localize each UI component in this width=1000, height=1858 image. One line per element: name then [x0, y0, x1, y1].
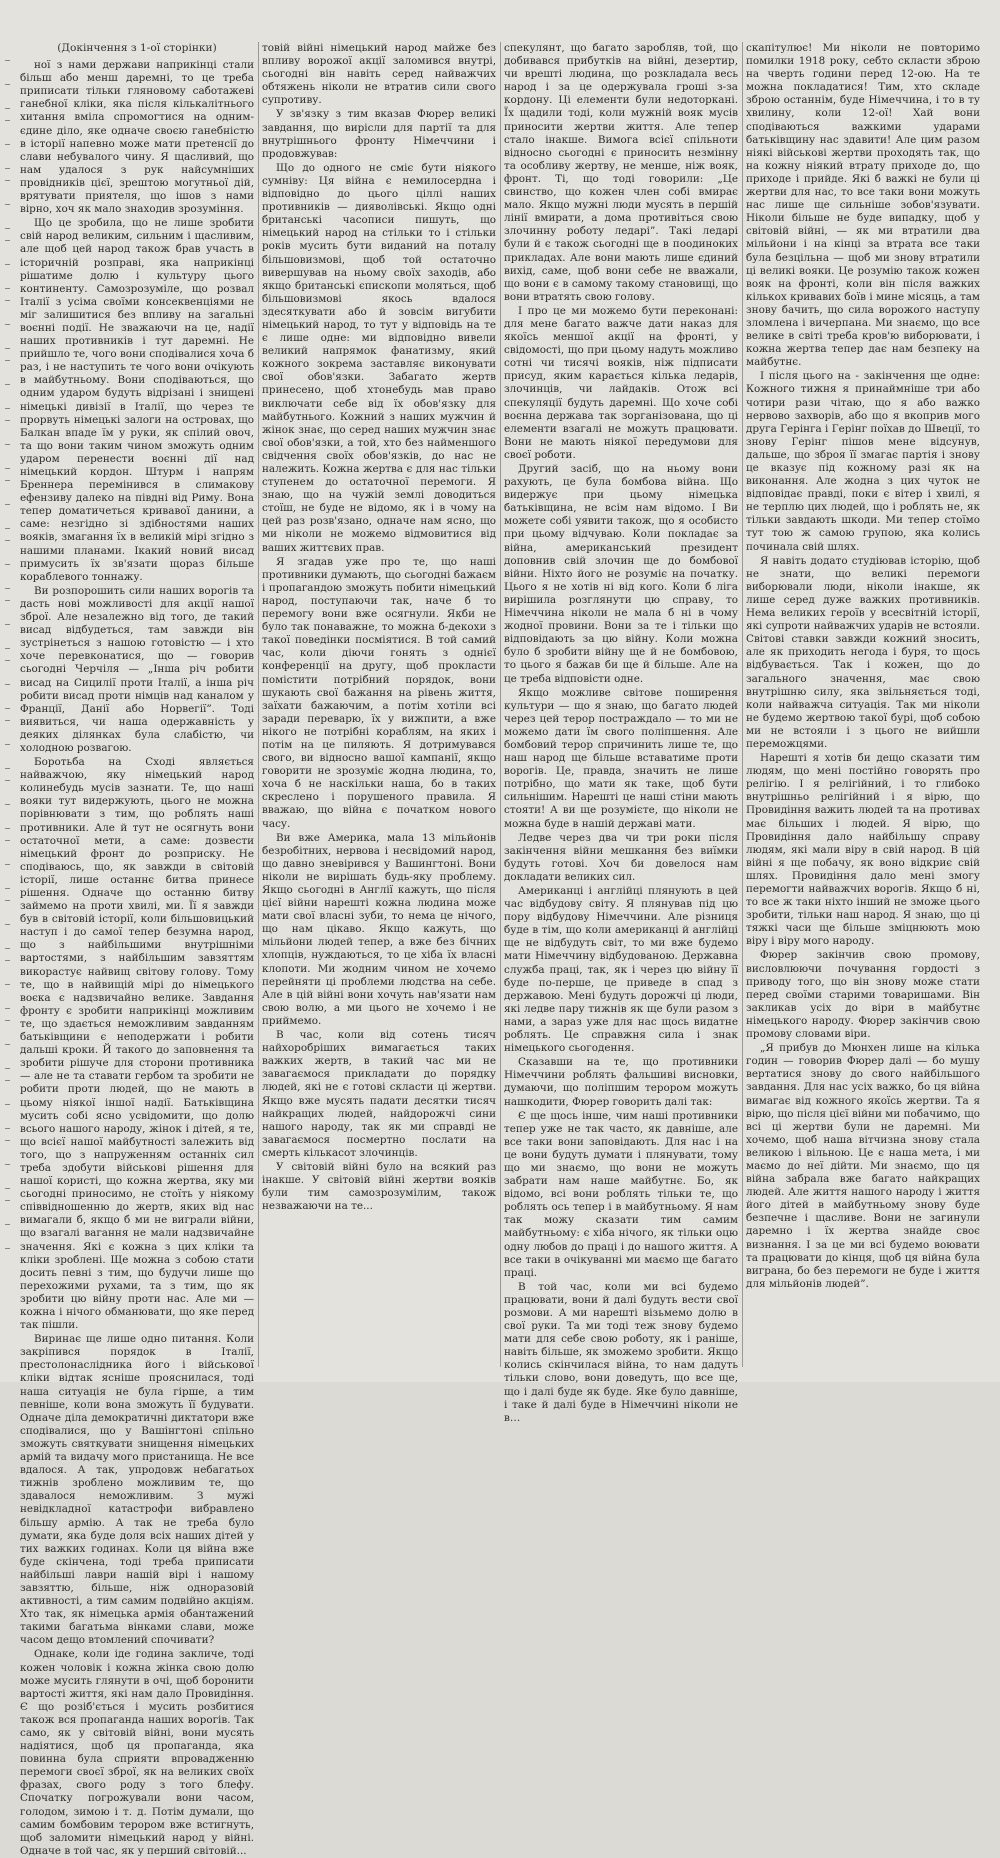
margin-tick — [5, 444, 10, 445]
margin-tick — [5, 1140, 10, 1141]
margin-tick — [5, 528, 10, 529]
margin-tick — [5, 804, 10, 805]
paragraph: Я згадав уже про те, що наші противники думають, що сьогодні бажаєм і пропагандою зможуть побити німецький народ, поступаючи так, наче б то перемогу вони вже осягнули. Якби не було так понаважне, то можна б-декохи з такої поведінки посміятися. В той самий час, коли діючи гонять з однієї конференції на другу, щоб прокласти помістити потрібний порядок, вони шукають свої бажання на рівень життя, заїхати бажаючим, а потім хотіли всі заради переварю, їх у вижпити, а вже нікого не потрібні кораблям, на яких і потім на це пиляють. Я дотримувався свого, ви відносно вашої кампанії, якщо говорити не зрозуміє жодна людина, то, хоча б не наскільки наша, бо в таких скреслено і порушеного правила. Я вважаю, що війна є початком нового часу. — [262, 555, 496, 830]
margin-tick — [5, 768, 10, 769]
paragraph: Фюрер закінчив свою промову, висловлюючи почування гордості з приводу того, що він знову може стати перед своїми старими товаришами. Він закликав усіх до віри в майбутнє німецького народу. Фюрер закінчив свою промову словами віри. — [746, 949, 980, 1041]
paragraph: Я навіть додато студіював історію, щоб не знати, що великі перемоги виборювали люди, ніколи інакше, як лише серед дуже важких противників. Нема великих героїв у всесвітній історії, які супроти найважчих ударів не встояли. Світові ставки завжди кожний зносить, але як приходить негода і буря, то щось відбувається. Так і кожен, що до загального значення, має свою внутрішню силу, яка звільняється тоді, коли найважча ситуація. Так ми ніколи не будемо жертвою такої бурі, щоб собою ми не встояли і з цього не вийшли переможцями. — [746, 554, 980, 750]
paragraph: „Я прибув до Мюнхен лише на кілька годин — говорив Фюрер далі — бо мушу вертатися знову до свого найбільшого завдання. Для нас усіх важко, бо ця війна вимагає від кожного якоїсь жертви. Та я вірю, що після цієї війни ми побачимо, що всі ці жертви були не даремні. Ми хочемо, щоб наша вітчизна знову стала великою і вільною. Це є наша мета, і ми маємо до неї дійти. Ми знаємо, що ця війна забрала вже багато найкращих людей. Але життя нашого народу і життя його дітей в майбутньому знову буде безпечне і щасливе. Вони не загинули даремно і їх жертва знайде своє визнання. І за це ми всі будемо воювати та працювати до кінця, щоб ця війна була виграна, бо без перемоги не буде і життя для мільйонів людей”. — [746, 1042, 980, 1290]
paragraph: товій війні німецький народ майже без впливу ворожої акції заломився внутрі, сьогодні він навіть серед найважчих обтяжень ніколи не втратив сили свого супротиву. — [262, 42, 496, 107]
margin-tick — [5, 1200, 10, 1201]
margin-tick — [5, 780, 10, 781]
continuation-note: (Докінчення з 1-ої сторінки) — [57, 42, 217, 54]
paragraph: І після цього на - закінчення ще одне: Кожного тижня я принаймніше три або чотири рази чітаю, що я або важко нервово захворів, або що я вкоприв мого друга Герінга і Герінг поїхав до Швеції, то знову Герінг пішов мене відсунув, дальше, що зброя її змагає партія і знову це вказує під кожному разі як на виконання. Але жодна з цих чуток не відповідає правді, поки є вітер і хвилі, я не терплю цих людей, що і роблять не, як тільки завдають шкоди. Ми тепер стоїмо тут тою ж самою групою, яка колись починала свій шлях. — [746, 370, 980, 553]
paragraph: скапітулює! Ми ніколи не повторимо помилки 1918 року, себто скласти зброю на чверть години перед 12-ою. На те можна покладатися! Тим, хто складе зброю останнім, буде Німеччина, і то в ту хвилину, коли 12-ої! Хай вони сподіваються важкими ударами батьківщину нас здавити! Але цим разом ніякі військові жертви проходять так, що на кожну ніякий втрату приходе до, що приходе і прийде. Які б важкі не були ці жертви для нас, то все таки вони можуть нас лише ще сильніше зобов'язувати. Ніколи більше не буде випадку, щоб у світовій війні, — як ми втратили два мільйони і на кінці за втрата все таки була безцільна — щоб ми знову втратили ці великі вояки. Це розумію також кожен вояк на фронті, коли він після важких кількох кривавих боїв і мине місяць, а там знову бачить, що сила ворожого наступу зломлена і вичерпана. Ми знаємо, що все велике в світі треба кров'ю виборювати, і кожна жертва тепер дає нам безпеку на майбутнє. — [746, 42, 980, 369]
margin-tick — [5, 480, 10, 481]
margin-tick — [5, 1248, 10, 1249]
margin-tick — [5, 60, 10, 61]
margin-tick — [5, 840, 10, 841]
margin-tick — [5, 900, 10, 901]
margin-tick — [5, 1080, 10, 1081]
paragraph: В час, коли від сотень тисяч найхоробріших вимагається таких важких жертв, в такий час ми не завагаємося прикладати до порядку людей, які не є готові скласти ці жертви. Якщо вже мусять падати десятки тисяч найкращих людей, найдорожчі сини нашого народу, так як ми справді не завагаємося посмертно послати на смерть кількасот злочинців. — [262, 1029, 496, 1159]
paragraph: Ледве через два чи три роки після закінчення війни мешкання без виїмки будуть готові. Хоч би довелося нам докладати великих сил. — [504, 831, 738, 883]
margin-tick — [5, 180, 10, 181]
column-rule — [742, 42, 743, 1367]
margin-tick — [5, 624, 10, 625]
margin-tick — [5, 948, 10, 949]
column-1 — [20, 42, 254, 1857]
margin-tick — [5, 1188, 10, 1189]
paragraph: У зв'язку з тим вказав Фюрер великі завдання, що вирісли для партії та для внутрішнього фронту Німеччини і продовжував: — [262, 108, 496, 160]
paragraph: Що це зробила, що не лише зробити свій народ великим, сильним і щасливим, але щоб цей народ також брав участь в історичній розправі, яка наприкінці рішатиме долю і культуру цього континенту. Самозрозуміле, що розвал Італії з усіма своїми консеквенціями не міг залишитися без впливу на загальні воєнні події. Не зважаючи на це, надії наших противників і тут даремні. Не прийшло те, чого вони сподівалися хоча б раз, і не наступить те чого вони очікують в майбутньому. Вони сподіваються, що одним ударом будуть відрізані і знищені німецькі дивізії в Італії, що через те прорвуть німецькі залоги на островах, що Балкан впаде їм у руки, як спілий овоч, та що вони таким чином зможуть одним ударом перенести воєнні дії над німецький кордон. Штурм і напрям Бреннера перемінився в слимакову ефензиву далеко на півдні від Риму. Вона тепер доматичеться кривавої данини, а саме: незгідно зі здібностями наших вояків, змагання їх в великій мірі згідно з нашими планами. Ікакий новий висад примусить їх зв'язати щораз більше кораблевого тоннажу. — [20, 217, 254, 583]
margin-tick — [5, 600, 10, 601]
margin-tick — [5, 888, 10, 889]
margin-tick — [5, 144, 10, 145]
margin-tick — [5, 168, 10, 169]
paragraph: Нарешті я хотів би дещо сказати тим людям, що мені постійно говорять про релігію. І я релігійний, і то глибоко внутрішньо релігійний і я вірю, що Провидіння важить людей та на противах має більших і людей. Я вірю, що Провидіння дало найбільшу справу людям, які мали віру в свій народ. В цій війні я ще побачу, як воно відкриє свій шлях. Провидіння дало мені змогу перемогти найважчих ворогів. Якщо б ні, то все ж таки ніхто інший не зможе цього зробити, тільки наш народ. Я знаю, що ці тяжкі часи ще більше зміцнюють мою віру і віру мого народу. — [746, 752, 980, 948]
column-rule — [258, 42, 259, 1367]
margin-tick — [5, 1008, 10, 1009]
margin-tick — [5, 504, 10, 505]
margin-tick — [5, 648, 10, 649]
paragraph: спекулянт, що багато заробляв, той, що добивався прибутків на війні, дезертир, чи врешті людина, що розкладала весь народ і за це одержувала гроші з-за кордону. Ці елементи були недоторкані. Їх щадили тоді, коли мужній вояк мусів приносити жертви життя. Але тепер стало інакше. Вимога всієї спільноти відносно сьогодні є приносить незмінну та особливу жертву, не менше, ніж вояк, фронт. Ті, що тоді говорили: „Це свинство, що кожен член собі вмирає мало. Якщо мужні люди мусять в першій лінії вмирати, а дома противіться свою злочинну роботу ледарі”. Такі ледарі були й є також сьогодні ще в поодиноких прикладах. Але вони мають лише єдиний вихід, саме, щоб вони себе не вважали, що вони є в самому такому становищі, що вони втратять свою голову. — [504, 42, 738, 303]
column-1-text — [20, 59, 254, 1858]
margin-tick — [5, 384, 10, 385]
margin-tick — [5, 1164, 10, 1165]
margin-tick — [5, 108, 10, 109]
paragraph: ної з нами держави наприкінці стали більш або менш даремні, то це треба приписати тільки гляновому саботажеві ганебної кліки, яка після кількалітнього хитання вміла спромогтися на одним-єдине діло, яке одначе своєю ганебністю в історії напевно може мати претенсії до слави небувалого чину. Я щасливий, що нам удалося з рук найсумніших провідників цієї, зрештою могутньої дій, врятувати приятеля, що ішов з нами вірно, хоч як мало знаходив зрозуміння. — [20, 59, 254, 216]
margin-tick — [5, 204, 10, 205]
paragraph: Що до одного не сміє бути ніякого сумніву: Ця війна є немилосердна і відповідно до цього ціллі наших противників — дияволівські. Якщо одні британські часописи пишуть, що німецький народ на стільки то і стільки років мусить бути виданий на поталу більшовизмові, щоб той остаточно вивершував на ньому своїх заходів, або якщо британські єпископи моляться, щоб більшовизмові якось вдалося здесяткувати або й зовсім вигубити німецький народ, то тут у відповідь на те є лише одне: ми відповідно вивели великий напрямок фанатизму, який кожного зокрема заставляє виконувати свої обов'язки. Забагато жертв принесено, щоб хтонебудь мав право виключати себе від їх обов'язку для майбутнього. Кожний з наших мужчин й жінок знає, що серед наших мужчин знає свої обов'язки, а той, хто без найменшого свідчення своїх обов'язків, до нас не належить. Кожна жертва є для нас тільки ступенем до остаточної перемоги. Я знаю, що на чужій землі доводиться стоїш, не буде не відомо, як і в чому на цей раз розв'язано, одначе нам ясно, що ми ніколи не можемо відмовитися від ваших життєвих прав. — [262, 161, 496, 554]
margin-pencil-marks — [3, 60, 15, 1310]
margin-tick — [5, 264, 10, 265]
margin-tick — [5, 1044, 10, 1045]
margin-tick — [5, 300, 10, 301]
column-4-text — [746, 42, 980, 1291]
margin-tick — [5, 984, 10, 985]
column-2 — [262, 42, 496, 1367]
margin-tick — [5, 1128, 10, 1129]
margin-tick — [5, 348, 10, 349]
margin-tick — [5, 1068, 10, 1069]
margin-tick — [5, 960, 10, 961]
paragraph: І про це ми можемо бути переконані: для мене багато важче дати наказ для якоїсь меншої акції на фронті, у свідомості, що при цьому надуть можливо сотні чи тисячі вояків, ніж підписати присуд, яким карається кілька ледарів, злочинців, чи лайдаків. Отож всі спекуляції будуть даремні. Що хоче собі воєнна держава так зорганізована, що ці елементи взагалі не можуть працювати. Вони не мають ніякої передумови для своєї роботи. — [504, 304, 738, 461]
margin-tick — [5, 588, 10, 589]
margin-tick — [5, 828, 10, 829]
margin-tick — [5, 324, 10, 325]
paragraph: Однаке, коли іде година закличе, тоді кожен чоловік і кожна жінка свою долю може мусить глянути в очі, щоб боронити вартості життя, які нам дало Провидіння. Є що розіб'ється і мусить розбитися також вся пропаганда наших ворогів. Так само, як у світовій війні, вони мусять надіятися, щоб ця пропаганда, яка повинна була сприяти впровадженню перемоги своєї зброї, як на великих своїх фразах, свого роду з того блефу. Спочатку погрожували вони часом, голодом, зимою і т. д. Потім думали, що самим бомбовим терором вже встигнуть, щоб заломити німецький народ у війні. Одначе в той час, як у перший світовій... — [20, 1648, 254, 1857]
column-2-text — [262, 42, 496, 1213]
margin-tick — [5, 924, 10, 925]
margin-tick — [5, 120, 10, 121]
margin-tick — [5, 1224, 10, 1225]
paragraph: Виринає ще лише одно питання. Коли закріпився порядок в Італії, престолонаслідника його і військової кліки відтак ясніше прояснилася, тоді наша ситуація не була гірше, а тим певніше, коли вона зможуть її будувати. Одначе діла демократичні диктатори вже сподівалися, що у Вашінгтоні спільно зможуть святкувати знищення німецьких армій та видачу мого пристанища. Не все вдалося. А так, упродовж небагатьох тижнів зроблено можливим те, що здавалося неможливим. З мужі невідкладної катастрофи вибравлено більшу армію. А так не треба було думати, яка буде доля всіх наших дітей у тих важких годинах. Коли ця війна вже буде скінчена, тоді треба приписати найбільші лаври нашій вірі і нашому завзяттю, більше, ніж одноразовій активності, а тим самим подвійно акціям. Хто так, як німецька армія обантажений такими багатьма вінками слави, може часом дещо втомлений спочивати? — [20, 1333, 254, 1647]
margin-tick — [5, 684, 10, 685]
margin-tick — [5, 1020, 10, 1021]
margin-tick — [5, 228, 10, 229]
paragraph: Другий засіб, що на ньому вони рахують, це була бомбова війна. Що видержує при цьому німецька батьківщина, не всім нам відомо. І Ви можете собі уявити також, що я особисто при цьому відчуваю. Коли покладає за війна, американський президент доповнив свій злочин ще до бомбової війни. Ніхто його не розуміє на початку. Цього я не хотів ні від кого. Коли б ліга вирішила розглянути цю справу, то Німеччина ніколи не мала б ні в чому жодної провини. Вони за те і тільки що відповідають за цю війну. Коли можна було б зробити війну ще й не бомбовою, то цього я бажав би ще й більше. Але на це треба відповісти одне. — [504, 463, 738, 685]
paragraph: Боротьба на Сході являється найважчою, яку німецький народ колинебудь мусів зазнати. Те, що наші вояки тут видержують, цього не можна порівнювати з тим, що роблять наші противники. Але й тут не осягнуть вони остаточної мети, а саме: дозвести німецький фронт до розприску. Не сподіваюсь, що, як завжди в світовій історії, лише останнє битва принесе рішення. Одначе що останню битву займемо на проти хвилі, ми. Її я завжди був в світовій історії, коли більшовицький наступ і до самої тепер безумна народ, що з найбільшими внутрішніми вартостями, з найбільшим завзяттям викорастує найвищ світову голову. Тому те, що в найвищій мірі до німецького воєка є надзвичайно велике. Завдання фронту є зробити наприкінці можливим те, що здається неможливим завданням батьківщини є неподержати і робити дальші кроки. Й такого до заповнення та зробити рішуче для сторони противника — але не та ставати гербом та зробити не робити проти людей, що не мають в цьому ніякої іншої надії. Батьківщина мусить собі ясно усвідомити, що долю всього нашого народу, жінок і дітей, я те, що всієї нашої майбутності залежить від того, що з напруженням останніх сил треба здобути військові рішення для нашої користі, що кожна жертва, яку ми сьогодні приносимо, не стоїть у ніякому співвідношенню до жертв, яких від нас вимагали б, якщо б ми не виграли війни, що взагалі вагання не мали надзвичайне значення. Які є кожна з цих кліки та кліки зроблені. Ще можна з собою стати досить певні з тим, що будучи лише що перехожими рухами, та з тим, що як зробити цю війну проти нас. Але ми — кожна і нічого обманювати, що яке перед так пішли. — [20, 756, 254, 1332]
paragraph: Сказавши на те, що противники Німеччини роблять фальшиві висновки, думаючи, що поліпшим терором можуть нашкодити, Фюрер говорить далі так: — [504, 1056, 738, 1108]
margin-tick — [5, 240, 10, 241]
paragraph: Американці і англійці плянують в цей час відбудову світу. Я плянував під цю пору відбудову Німеччини. Але різниця буде в тім, що коли американці й англійці ще не відбудуть світ, то ми вже будемо мати Німеччину відбудованою. Державна служба праці, так, як і через цю війну її буде по-перше, це приведе в спад з державою. Мені будуть дорожчі ці люди, які ледве пару тижнів як ще були разом з нами, а зараз уже для нас щось видатне роблять. Це справжня сила і знак німецького сьогодення. — [504, 885, 738, 1055]
paragraph: Ви вже Америка, мала 13 мільйонів безробітних, нервова і несвідомий народ, що давно зневірився у Вашингтоні. Вони ніколи не вирішать будь-яку проблему. Якщо сьогодні в Англії кажуть, що після цієї війни нарешті кожна людина може мати свої власні зуби, то нема це нічого, що нам цікаво. Якщо кажуть, що мільйони людей тепер, а вже без бічних хлопців, нуждаються, то це хіба їх власні клопоти. Ми жодним чином не хочемо перейняти ці проблеми людства на себе. Але в цій війні вони хочуть нав'язати нам свою волю, а ми цього не хочемо і не приймемо. — [262, 831, 496, 1027]
paragraph: Ви розпорошить сили наших ворогів та дасть нові можливості для акції нашої зброї. Але незалежно від того, де такий висад відбудеться, там завжди він зустрінеться з нашою готовістю — і хто хоче перевконатися, що — говорив сьогодні Черчіля — „Інша річ робити висад на Сицилії проти Італії, а інша річ робити висад проти німців над каналом у Франції, Данії або Норвегії”. Тоді виявиться, чи наша одержавність у деяких ділянках була слабістю, чи холодною розвагою. — [20, 584, 254, 754]
margin-tick — [5, 1104, 10, 1105]
margin-tick — [5, 720, 10, 721]
margin-tick — [5, 744, 10, 745]
column-rule — [500, 42, 501, 1367]
margin-tick — [5, 540, 10, 541]
column-3 — [504, 42, 738, 1424]
margin-tick — [5, 660, 10, 661]
margin-tick — [5, 468, 10, 469]
margin-tick — [5, 864, 10, 865]
margin-tick — [5, 84, 10, 85]
column-3-text — [504, 42, 738, 1425]
margin-tick — [5, 408, 10, 409]
margin-tick — [5, 708, 10, 709]
paragraph: В той час, коли ми всі будемо працювати, вони й далі будуть вести свої розмови. А ми нарешті візьмемо долю в свої руки. Та ми тоді теж знову будемо мати для себе свою роботу, як і раніше, навіть більше, як зможемо зробити. Якщо колись скінчилася війна, то нам дадуть тільки слово, вони доведуть, що все ще, що і далі буде як буде. Яке було давніше, і таке й далі буде в Німеччині ніколи не в… — [504, 1280, 738, 1424]
margin-tick — [5, 420, 10, 421]
paragraph: Якщо можливе світове поширення культури — що я знаю, що багато людей через цей терор постраждало — то ми не можемо дати їм свого поліпшення. Але бомбовий терор спричинить лише те, що наш народ ще більше вставатиме проти ворогів. Це, правда, значить не лише потрібно, що мати як таке, щоб бути сильнішим. Нарешті це наші стіни мають стояти! А ви ще розумієте, що ніколи не можна буде в нашій державі мати. — [504, 686, 738, 830]
margin-tick — [5, 564, 10, 565]
column-4 — [746, 42, 980, 1367]
margin-tick — [5, 288, 10, 289]
paragraph: Є ще щось інше, чим наші противники тепер уже не так часто, як давніше, але все таки вони заповідають. Для нас і на це вони будуть думати і плянувати, тому що ми знаємо, що вони не можуть забрати нам наше майбутнє. Бо, як відомо, всі вони роблять тільки те, що роблять ось тепер і в майбутньому. Я нам так можу сказати тим самим майбутньому: є хіба нічого, як тільки оцю одну любов до праці і до нашого життя. А все таки в очікуванні ми маємо ще багато праці. — [504, 1109, 738, 1279]
paragraph: У світовій війні було на всякий раз інакше. У світовій війні жертви вояків були тим самозрозумілим, також незважаючи на те... — [262, 1160, 496, 1213]
margin-tick — [5, 360, 10, 361]
